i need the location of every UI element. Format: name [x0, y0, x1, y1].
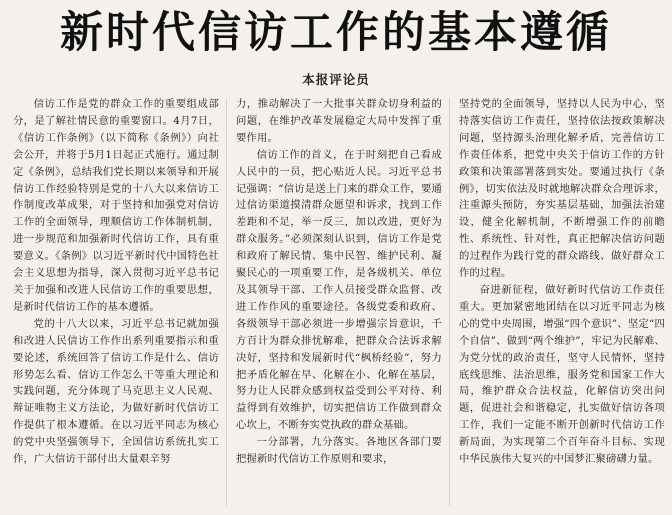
byline: 本报评论员 — [302, 72, 370, 87]
article-column-3 — [459, 96, 665, 468]
column-divider — [226, 98, 227, 506]
headline: 新时代信访工作的基本遵循 — [60, 8, 612, 58]
paragraph: 信访工作的首义，在于时刻把自己看成人民中的一员，把心贴近人民。习近平总书记强调：“信访是送上门来的群众工作，要通过信访渠道摸清群众愿望和诉求，找到工作差距和不足，举一反三，加以改进，更好为群众服务。”必须深刻认识到，信访工作是党和政府了解民情、集中民智、维护民利、凝聚民心的一项重要工作，是各级机关、单位及其领导干部、工作人员接受群众监督、改进工作作风的重要途径。各级党委和政府、各级领导干部必须进一步增强宗旨意识，千方百计为群众排忧解难，把群众合法诉求解决好，坚持和发展新时代“枫桥经验”，努力把矛盾化解在早、化解在小、化解在基层，努力让人民群众感到权益受到公平对待、利益得到有效维护，切实把信访工作做到群众心坎上，不断夯实党执政的群众基础。 — [236, 148, 442, 432]
paragraph: 奋进新征程，做好新时代信访工作责任重大。更加紧密地团结在以习近平同志为核心的党中央周围，增强“四个意识”、坚定“四个自信”、做到“两个维护”，牢记为民解难、为党分忧的政治责任，坚守人民情怀，坚持底线思维、法治思维，服务党和国家工作大局，维护群众合法权益，化解信访突出问题，促进社会和谐稳定，扎实做好信访各项工作，我们一定能不断开创新时代信访工作新局面，为实现第二个百年奋斗目标、实现中华民族伟大复兴的中国梦汇聚磅礴力量。 — [459, 283, 665, 466]
paragraph: 坚持党的全面领导，坚持以人民为中心，坚持落实信访工作责任，坚持依法按政策解决问题，坚持源头治理化解矛盾，完善信访工作责任体系，把党中央关于信访工作的方针政策和决策部署落到实处。要通过执行《条例》，切实依法及时就地解决群众合理诉求，注重源头预防，夯实基层基础，加强法治建设，健全化解机制，不断增强工作的前瞻性、系统性、针对性，真正把解决信访问题的过程作为践行党的群众路线、做好群众工作的过程。 — [459, 98, 665, 280]
column-divider — [449, 98, 450, 506]
paragraph: 力，推动解决了一大批事关群众切身利益的问题，在维护改革发展稳定大局中发挥了重要作用。 — [236, 98, 442, 144]
article-column-2 — [236, 96, 442, 468]
article-column-1 — [13, 96, 219, 468]
paragraph: 党的十八大以来，习近平总书记就加强和改进人民信访工作作出系列重要指示和重要论述，系统回答了信访工作是什么、信访形势怎么看、信访工作怎么干等重大理论和实践问题，充分体现了马克思主义人民观、辩证唯物主义方法论，为做好新时代信访工作提供了根本遵循。在以习近平同志为核心的党中央坚强领导下，全国信访系统扎实工作，广大信访干部付出大量艰辛努 — [13, 317, 219, 466]
paragraph: 一分部署，九分落实。各地区各部门要把握新时代信访工作原则和要求， — [236, 436, 442, 466]
paragraph: 信访工作是党的群众工作的重要组成部分，是了解社情民意的重要窗口。4月7日，《信访工作条例》（以下简称《条例》）向社会公开，并将于5月1日起正式施行。通过制定《条例》，总结我们党长期以来领导和开展信访工作经验特别是党的十八大以来信访工作制度改革成果，对于坚持和加强党对信访工作的全面领导，理顺信访工作体制机制，进一步规范和加强新时代信访工作，具有重要意义。《条例》以习近平新时代中国特色社会主义思想为指导，深入贯彻习近平总书记关于加强和改进人民信访工作的重要思想，是新时代信访工作的基本遵循。 — [13, 98, 219, 313]
